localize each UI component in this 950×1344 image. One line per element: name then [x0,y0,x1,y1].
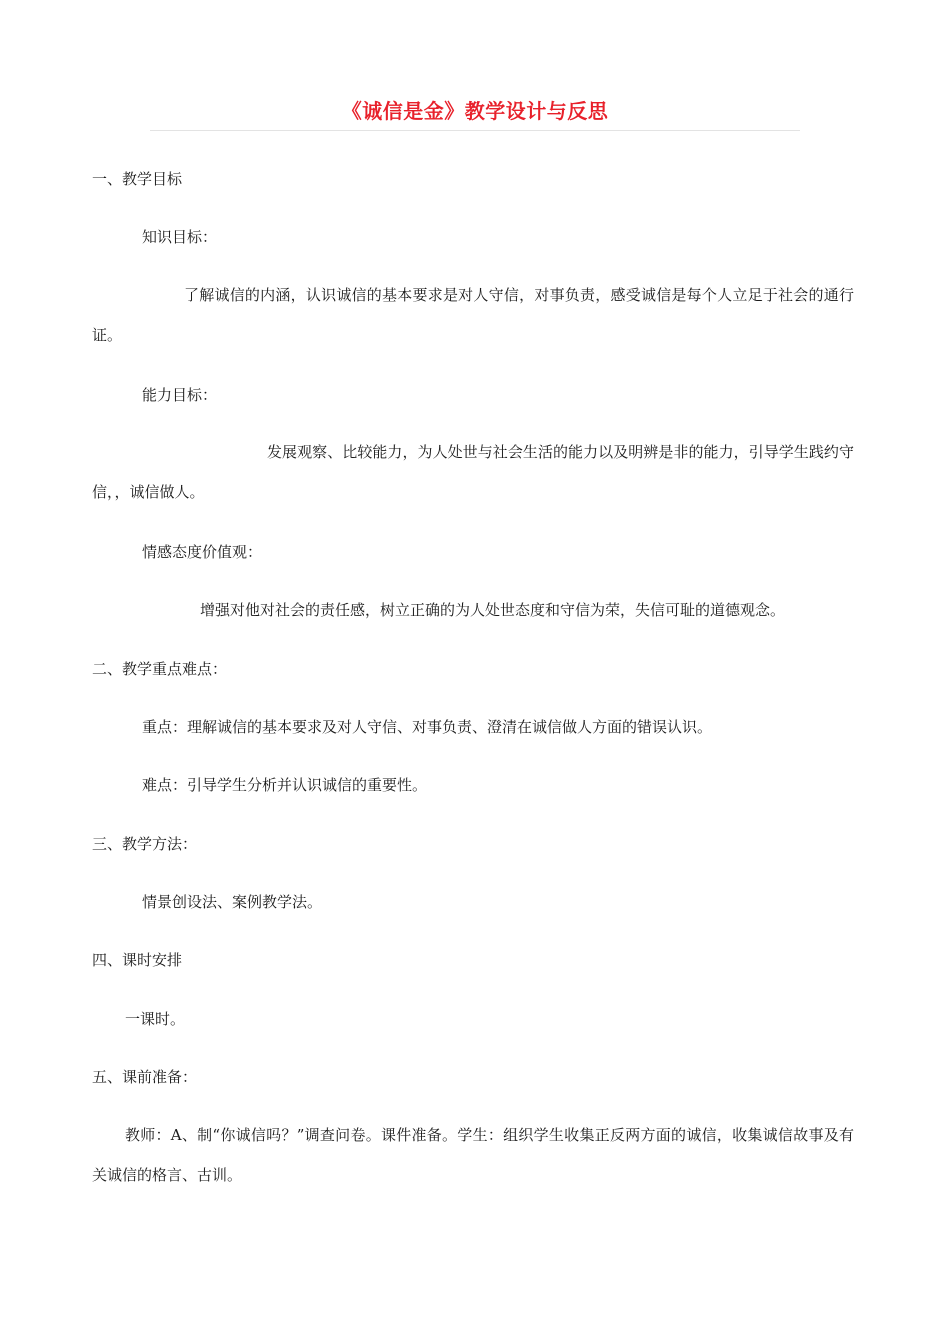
section-heading-schedule: 四、课时安排 [92,951,183,969]
schedule-text: 一课时。 [125,1010,186,1028]
emotion-goal-text: 增强对他对社会的责任感，树立正确的为人处世态度和守信为荣，失信可耻的道德观念。 [200,601,786,619]
difficulty-point-text: 难点：引导学生分析并认识诚信的重要性。 [142,776,428,794]
section-heading-goals: 一、教学目标 [92,170,183,188]
emotion-goal-label: 情感态度价值观： [142,543,263,561]
ability-goal-text: 发展观察、比较能力，为人处世与社会生活的能力以及明辨是非的能力，引导学生践约守信，，诚信做人。 [92,443,854,501]
methods-text: 情景创设法、案例教学法。 [142,893,323,911]
preparation-text: 教师：A、制“你诚信吗？”调查问卷。课件准备。学生：组织学生收集正反两方面的诚信，收集诚信故事及有关诚信的格言、古训。 [92,1126,854,1184]
document-title: 《诚信是金》教学设计与反思 [341,99,609,123]
section-heading-methods: 三、教学方法： [92,835,198,853]
focus-point-text: 重点：理解诚信的基本要求及对人守信、对事负责、澄清在诚信做人方面的错误认识。 [142,718,713,736]
section-heading-preparation: 五、课前准备： [92,1068,198,1086]
knowledge-goal-text: 了解诚信的内涵，认识诚信的基本要求是对人守信，对事负责，感受诚信是每个人立足于社会的通行证。 [92,286,854,344]
knowledge-goal-label: 知识目标： [142,228,218,246]
title-divider [150,130,800,131]
section-heading-key-points: 二、教学重点难点： [92,660,228,678]
ability-goal-label: 能力目标： [142,386,218,404]
